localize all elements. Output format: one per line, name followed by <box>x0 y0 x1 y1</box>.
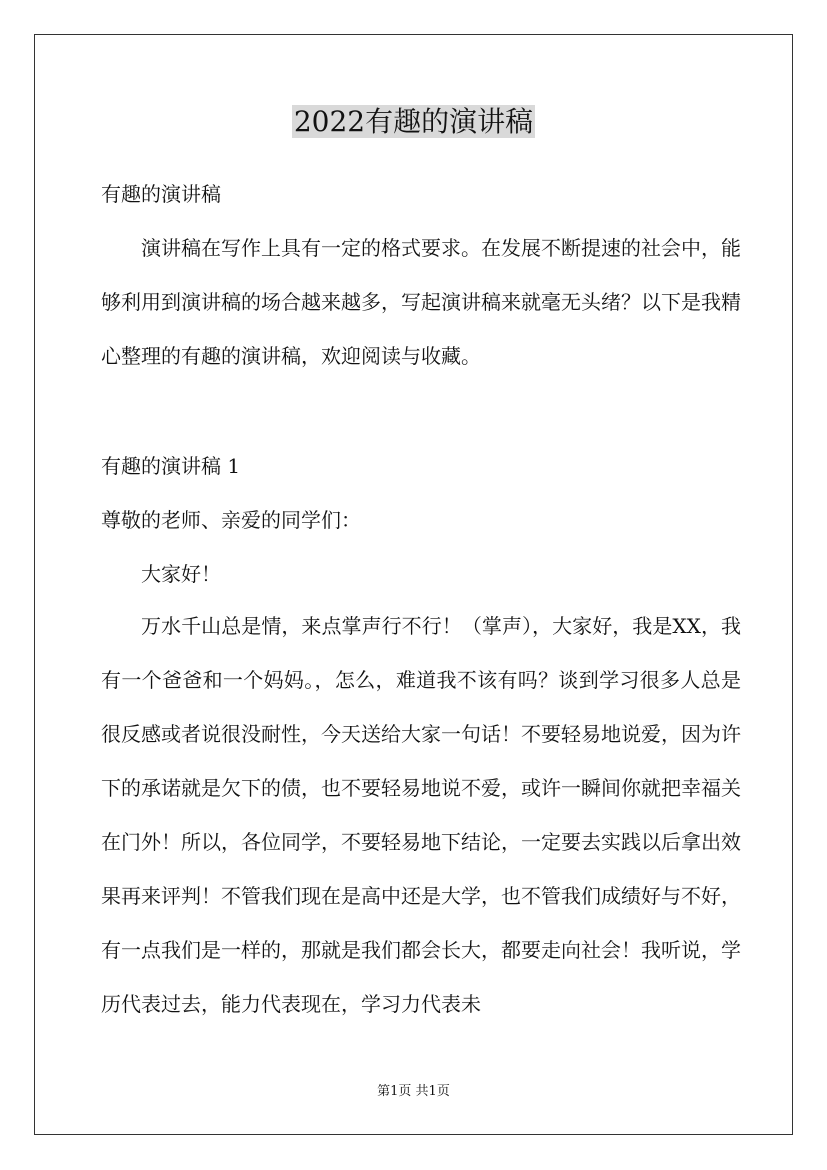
greeting-line: 大家好！ <box>141 562 221 586</box>
body-paragraph: 万水千山总是情，来点掌声行不行！（掌声），大家好，我是XX，我有一个爸爸和一个妈妈。，怎么，难道我不该有吗？谈到学习很多人总是很反感或者说很没耐性，今天送给大家一句话！不要轻易地说爱，因为许下的承诺就是欠下的债，也不要轻易地说不爱，或许一瞬间你就把幸福关在门外！所以，各位同学，不要轻易地下结论，一定要去实践以后拿出效果再来评判！不管我们现在是高中还是大学，也不管我们成绩好与不好，有一点我们是一样的，那就是我们都会长大，都要走向社会！我听说，学历代表过去，能力代表现在，学习力代表未 <box>101 614 741 1016</box>
intro-paragraph: 演讲稿在写作上具有一定的格式要求。在发展不断提速的社会中，能够利用到演讲稿的场合越来越多，写起演讲稿来就毫无头绪？以下是我精心整理的有趣的演讲稿，欢迎阅读与收藏。 <box>101 236 741 368</box>
document-title <box>0 102 827 142</box>
section-heading: 有趣的演讲稿 1 <box>101 454 241 478</box>
salutation-line: 尊敬的老师、亲爱的同学们： <box>101 508 361 532</box>
document-subtitle: 有趣的演讲稿 <box>101 182 221 206</box>
document-title-text: 2022有趣的演讲稿 <box>293 105 534 138</box>
page-number-footer: 第1页 共1页 <box>377 1084 450 1099</box>
